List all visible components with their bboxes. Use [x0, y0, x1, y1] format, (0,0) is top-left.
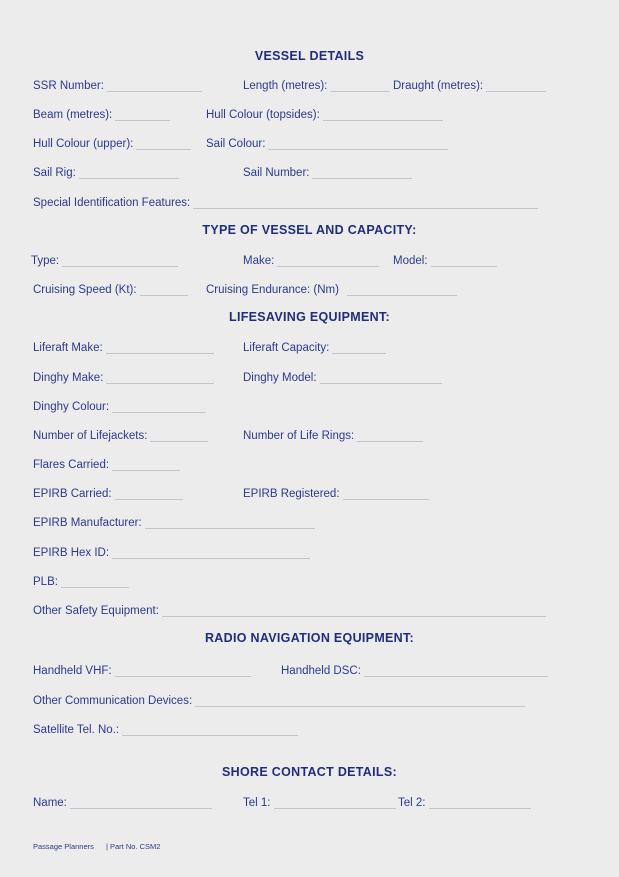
special-id-input[interactable] [193, 197, 538, 209]
ssr-number-input[interactable] [107, 80, 202, 92]
name-label: Name: [33, 797, 67, 809]
length-label: Length (metres): [243, 80, 328, 92]
life-rings-field[interactable] [243, 428, 423, 442]
other-safety-label: Other Safety Equipment: [33, 605, 159, 617]
dinghy-model-field[interactable] [243, 370, 442, 384]
epirb-manufacturer-input[interactable] [145, 517, 315, 529]
plb-label: PLB: [33, 576, 58, 588]
make-input[interactable] [277, 255, 379, 267]
epirb-manufacturer-field[interactable] [33, 515, 315, 529]
section-lifesaving: LIFESAVING EQUIPMENT: [229, 310, 390, 324]
draught-label: Draught (metres): [393, 80, 484, 92]
footer-part-number: | Part No. CSM2 [105, 842, 161, 851]
epirb-carried-input[interactable] [115, 488, 183, 500]
hull-colour-upper-label: Hull Colour (upper): [33, 138, 134, 150]
sail-rig-field[interactable] [33, 165, 179, 179]
sail-rig-label: Sail Rig: [33, 167, 76, 179]
handheld-dsc-field[interactable] [281, 663, 548, 677]
sail-number-label: Sail Number: [243, 167, 310, 179]
name-input[interactable] [70, 797, 212, 809]
epirb-registered-label: EPIRB Registered: [243, 488, 340, 500]
beam-label: Beam (metres): [33, 109, 113, 121]
section-radio-navigation: RADIO NAVIGATION EQUIPMENT: [204, 631, 415, 645]
beam-field[interactable] [33, 107, 170, 121]
sail-colour-input[interactable] [268, 138, 448, 150]
satellite-tel-label: Satellite Tel. No.: [33, 724, 120, 736]
epirb-hex-label: EPIRB Hex ID: [33, 547, 110, 559]
liferaft-capacity-label: Liferaft Capacity: [243, 342, 330, 354]
other-safety-field[interactable] [33, 603, 546, 617]
epirb-registered-input[interactable] [343, 488, 429, 500]
dinghy-colour-label: Dinghy Colour: [33, 401, 110, 413]
cruising-endurance-field[interactable] [206, 282, 457, 296]
dinghy-model-label: Dinghy Model: [243, 372, 317, 384]
model-field[interactable] [393, 253, 497, 267]
liferaft-make-field[interactable] [33, 340, 214, 354]
dinghy-make-input[interactable] [106, 372, 214, 384]
tel2-input[interactable] [429, 797, 531, 809]
other-comm-label: Other Communication Devices: [33, 695, 193, 707]
hull-colour-topsides-label: Hull Colour (topsides): [206, 109, 320, 121]
other-comm-field[interactable] [33, 693, 525, 707]
epirb-manufacturer-label: EPIRB Manufacturer: [33, 517, 142, 529]
liferaft-capacity-input[interactable] [332, 342, 386, 354]
type-input[interactable] [62, 255, 178, 267]
liferaft-make-input[interactable] [106, 342, 214, 354]
section-type-of-vessel: TYPE OF VESSEL AND CAPACITY: [202, 223, 417, 237]
handheld-dsc-label: Handheld DSC: [281, 665, 361, 677]
draught-input[interactable] [486, 80, 546, 92]
footer [33, 842, 160, 851]
epirb-carried-label: EPIRB Carried: [33, 488, 112, 500]
section-shore-contact: SHORE CONTACT DETAILS: [222, 765, 397, 779]
cruising-speed-field[interactable] [33, 282, 188, 296]
tel2-field[interactable] [398, 795, 531, 809]
dinghy-model-input[interactable] [320, 372, 442, 384]
epirb-registered-field[interactable] [243, 486, 429, 500]
epirb-carried-field[interactable] [33, 486, 183, 500]
dinghy-make-label: Dinghy Make: [33, 372, 104, 384]
make-field[interactable] [243, 253, 379, 267]
hull-colour-topsides-field[interactable] [206, 107, 443, 121]
hull-colour-topsides-input[interactable] [323, 109, 443, 121]
liferaft-make-label: Liferaft Make: [33, 342, 103, 354]
special-id-field[interactable] [33, 195, 538, 209]
tel2-label: Tel 2: [398, 797, 426, 809]
footer-brand: Passage Planners [33, 842, 94, 851]
model-label: Model: [393, 255, 428, 267]
epirb-hex-input[interactable] [112, 547, 310, 559]
cruising-endurance-label: Cruising Endurance: (Nm) [206, 284, 339, 296]
hull-colour-upper-input[interactable] [136, 138, 191, 150]
hull-colour-upper-field[interactable] [33, 136, 191, 150]
cruising-endurance-input[interactable] [347, 284, 457, 296]
length-field[interactable] [243, 78, 390, 92]
lifejackets-input[interactable] [150, 430, 208, 442]
handheld-vhf-label: Handheld VHF: [33, 665, 112, 677]
liferaft-capacity-field[interactable] [243, 340, 386, 354]
sail-colour-field[interactable] [206, 136, 448, 150]
life-rings-input[interactable] [357, 430, 423, 442]
flares-input[interactable] [112, 459, 180, 471]
length-input[interactable] [330, 80, 390, 92]
lifejackets-label: Number of Lifejackets: [33, 430, 148, 442]
handheld-vhf-input[interactable] [115, 665, 251, 677]
satellite-tel-input[interactable] [122, 724, 298, 736]
epirb-hex-field[interactable] [33, 545, 310, 559]
handheld-vhf-field[interactable] [33, 663, 251, 677]
handheld-dsc-input[interactable] [364, 665, 548, 677]
tel1-field[interactable] [243, 795, 396, 809]
plb-input[interactable] [61, 576, 129, 588]
sail-number-input[interactable] [312, 167, 412, 179]
flares-field[interactable] [33, 457, 180, 471]
sail-colour-label: Sail Colour: [206, 138, 266, 150]
section-vessel-details: VESSEL DETAILS [254, 49, 365, 63]
make-label: Make: [243, 255, 275, 267]
plb-field[interactable] [33, 574, 129, 588]
sail-rig-input[interactable] [79, 167, 179, 179]
satellite-tel-field[interactable] [33, 722, 298, 736]
dinghy-make-field[interactable] [33, 370, 214, 384]
tel1-input[interactable] [274, 797, 396, 809]
flares-label: Flares Carried: [33, 459, 110, 471]
model-input[interactable] [431, 255, 497, 267]
tel1-label: Tel 1: [243, 797, 271, 809]
life-rings-label: Number of Life Rings: [243, 430, 355, 442]
dinghy-colour-input[interactable] [112, 401, 206, 413]
ssr-number-label: SSR Number: [33, 80, 104, 92]
cruising-speed-label: Cruising Speed (Kt): [33, 284, 137, 296]
type-field[interactable] [31, 253, 178, 267]
other-comm-input[interactable] [195, 695, 525, 707]
ssr-number-field[interactable] [33, 78, 202, 92]
cruising-speed-input[interactable] [140, 284, 188, 296]
name-field[interactable] [33, 795, 212, 809]
special-id-label: Special Identification Features: [33, 197, 191, 209]
lifejackets-field[interactable] [33, 428, 208, 442]
draught-field[interactable] [393, 78, 546, 92]
dinghy-colour-field[interactable] [33, 399, 206, 413]
type-label: Type: [31, 255, 60, 267]
other-safety-input[interactable] [162, 605, 546, 617]
sail-number-field[interactable] [243, 165, 412, 179]
beam-input[interactable] [115, 109, 170, 121]
